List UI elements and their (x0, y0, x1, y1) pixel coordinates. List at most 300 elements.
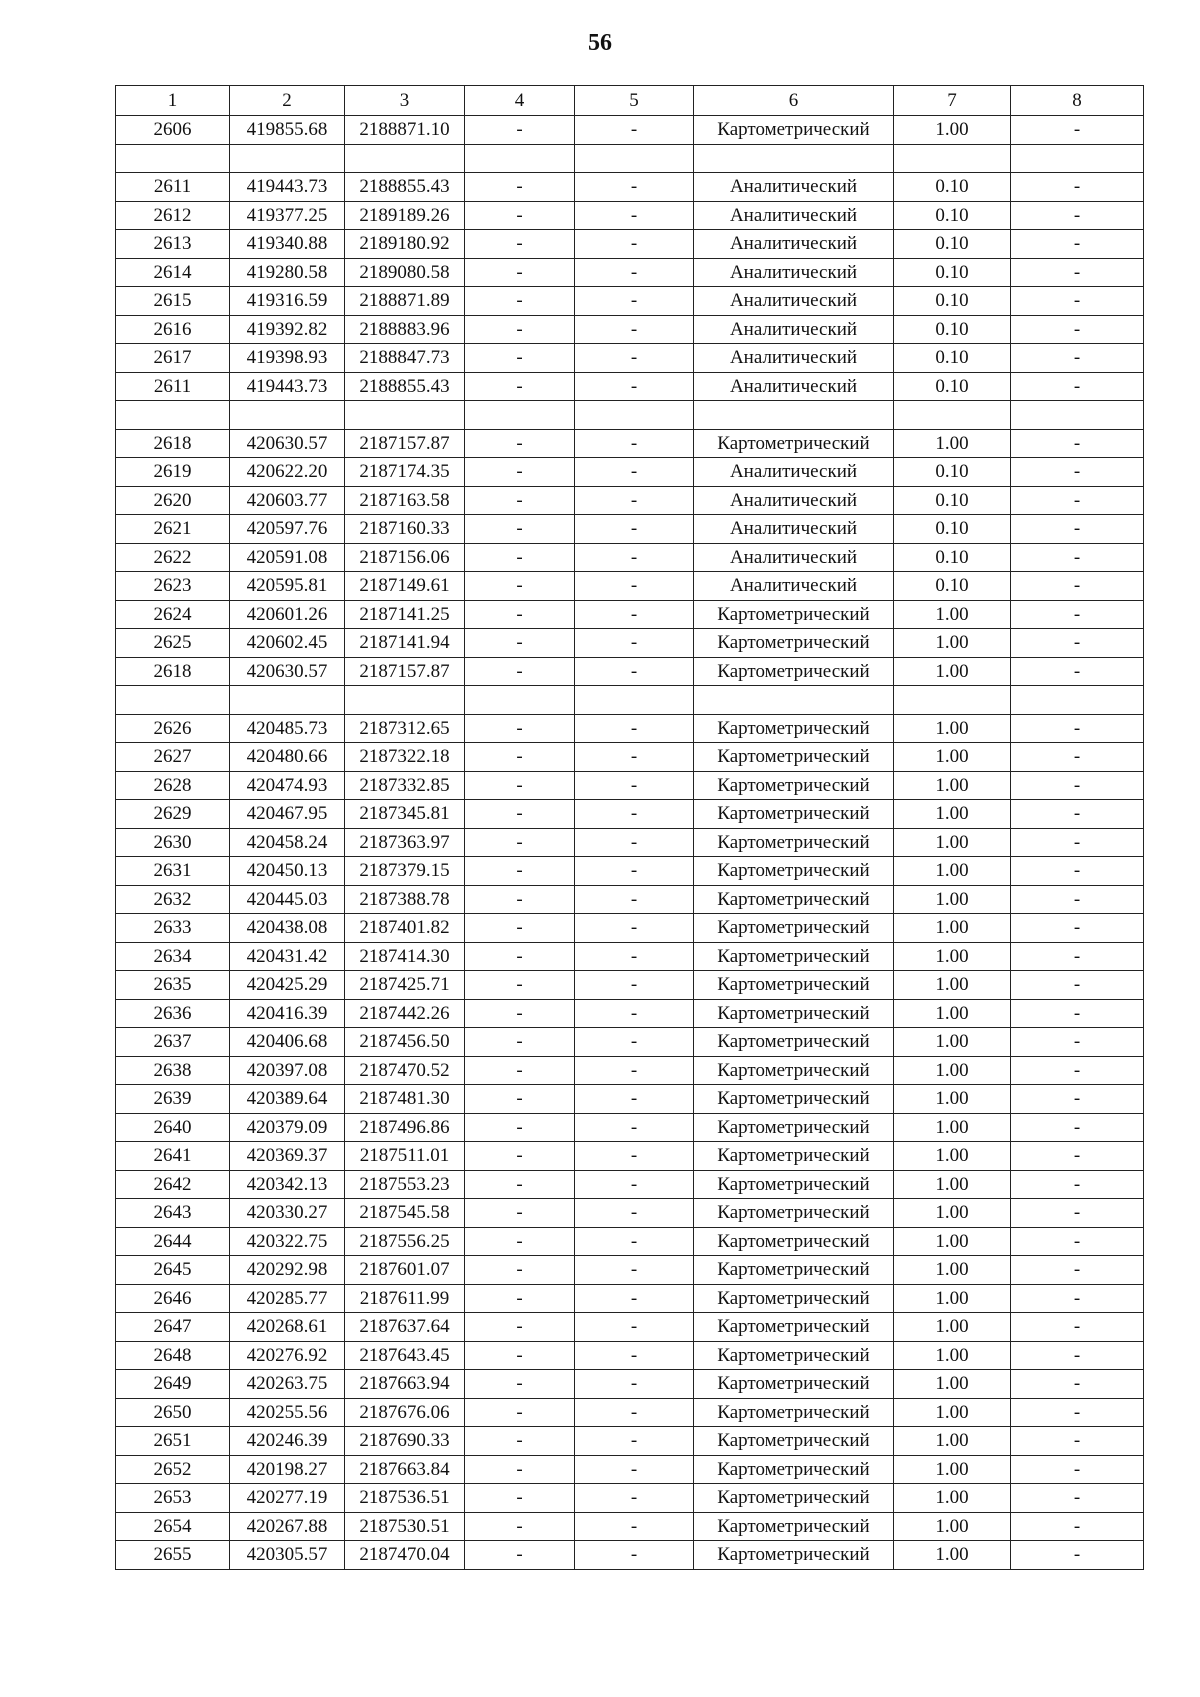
blank-cell (1011, 401, 1144, 430)
table-row (116, 1541, 1144, 1570)
column-5-cell: - (575, 629, 694, 658)
column-4-cell: - (465, 201, 575, 230)
table-row (116, 743, 1144, 772)
column-4-cell: - (465, 800, 575, 829)
x-coordinate-cell: 420467.95 (230, 800, 345, 829)
column-8-cell: - (1011, 372, 1144, 401)
table-row (116, 429, 1144, 458)
y-coordinate-cell: 2188883.96 (345, 315, 465, 344)
x-coordinate-cell: 420603.77 (230, 486, 345, 515)
point-number-cell: 2648 (116, 1341, 230, 1370)
table-row (116, 116, 1144, 145)
point-number-cell: 2649 (116, 1370, 230, 1399)
method-cell: Аналитический (694, 230, 894, 259)
accuracy-cell: 0.10 (894, 315, 1011, 344)
table-row (116, 315, 1144, 344)
column-5-cell: - (575, 486, 694, 515)
y-coordinate-cell: 2187174.35 (345, 458, 465, 487)
y-coordinate-cell: 2187481.30 (345, 1085, 465, 1114)
method-cell: Картометрический (694, 714, 894, 743)
x-coordinate-cell: 420630.57 (230, 657, 345, 686)
method-cell: Аналитический (694, 372, 894, 401)
y-coordinate-cell: 2187556.25 (345, 1227, 465, 1256)
method-cell: Картометрический (694, 1398, 894, 1427)
method-cell: Картометрический (694, 1341, 894, 1370)
method-cell: Картометрический (694, 1512, 894, 1541)
table-row (116, 201, 1144, 230)
x-coordinate-cell: 420591.08 (230, 543, 345, 572)
method-cell: Картометрический (694, 1256, 894, 1285)
accuracy-cell: 1.00 (894, 1170, 1011, 1199)
column-4-cell: - (465, 600, 575, 629)
table-row (116, 1370, 1144, 1399)
y-coordinate-cell: 2189080.58 (345, 258, 465, 287)
point-number-cell: 2655 (116, 1541, 230, 1570)
column-5-cell: - (575, 1227, 694, 1256)
point-number-cell: 2621 (116, 515, 230, 544)
table-row (116, 572, 1144, 601)
column-4-cell: - (465, 1370, 575, 1399)
x-coordinate-cell: 420485.73 (230, 714, 345, 743)
method-cell: Картометрический (694, 971, 894, 1000)
column-header: 3 (345, 86, 465, 116)
blank-cell (575, 401, 694, 430)
accuracy-cell: 1.00 (894, 1113, 1011, 1142)
blank-cell (465, 686, 575, 715)
blank-cell (575, 144, 694, 173)
column-header: 6 (694, 86, 894, 116)
table-row (116, 1484, 1144, 1513)
point-number-cell: 2633 (116, 914, 230, 943)
column-5-cell: - (575, 828, 694, 857)
method-cell: Картометрический (694, 1313, 894, 1342)
point-number-cell: 2615 (116, 287, 230, 316)
x-coordinate-cell: 420369.37 (230, 1142, 345, 1171)
y-coordinate-cell: 2187496.86 (345, 1113, 465, 1142)
column-4-cell: - (465, 1541, 575, 1570)
column-5-cell: - (575, 1113, 694, 1142)
column-5-cell: - (575, 1256, 694, 1285)
method-cell: Картометрический (694, 657, 894, 686)
y-coordinate-cell: 2189189.26 (345, 201, 465, 230)
accuracy-cell: 1.00 (894, 1284, 1011, 1313)
column-4-cell: - (465, 1085, 575, 1114)
column-5-cell: - (575, 1427, 694, 1456)
table-row (116, 173, 1144, 202)
column-4-cell: - (465, 515, 575, 544)
x-coordinate-cell: 420416.39 (230, 999, 345, 1028)
method-cell: Картометрический (694, 600, 894, 629)
blank-cell (116, 144, 230, 173)
column-8-cell: - (1011, 828, 1144, 857)
column-4-cell: - (465, 1512, 575, 1541)
column-header: 1 (116, 86, 230, 116)
accuracy-cell: 0.10 (894, 372, 1011, 401)
table-row (116, 914, 1144, 943)
column-5-cell: - (575, 942, 694, 971)
blank-separator-row (116, 401, 1144, 430)
blank-cell (230, 144, 345, 173)
accuracy-cell: 1.00 (894, 885, 1011, 914)
column-8-cell: - (1011, 315, 1144, 344)
y-coordinate-cell: 2187663.94 (345, 1370, 465, 1399)
table-row (116, 942, 1144, 971)
y-coordinate-cell: 2187611.99 (345, 1284, 465, 1313)
table-row (116, 543, 1144, 572)
point-number-cell: 2630 (116, 828, 230, 857)
column-5-cell: - (575, 1170, 694, 1199)
point-number-cell: 2611 (116, 372, 230, 401)
column-4-cell: - (465, 1341, 575, 1370)
column-header: 7 (894, 86, 1011, 116)
table-row (116, 344, 1144, 373)
point-number-cell: 2640 (116, 1113, 230, 1142)
column-8-cell: - (1011, 1170, 1144, 1199)
column-4-cell: - (465, 1427, 575, 1456)
point-number-cell: 2606 (116, 116, 230, 145)
table-row (116, 1113, 1144, 1142)
column-8-cell: - (1011, 1284, 1144, 1313)
x-coordinate-cell: 419340.88 (230, 230, 345, 259)
y-coordinate-cell: 2187149.61 (345, 572, 465, 601)
column-5-cell: - (575, 1028, 694, 1057)
y-coordinate-cell: 2187157.87 (345, 657, 465, 686)
point-number-cell: 2626 (116, 714, 230, 743)
y-coordinate-cell: 2187470.04 (345, 1541, 465, 1570)
method-cell: Картометрический (694, 828, 894, 857)
x-coordinate-cell: 419398.93 (230, 344, 345, 373)
table-row (116, 657, 1144, 686)
x-coordinate-cell: 420330.27 (230, 1199, 345, 1228)
column-5-cell: - (575, 315, 694, 344)
table-row (116, 1398, 1144, 1427)
x-coordinate-cell: 420595.81 (230, 572, 345, 601)
column-5-cell: - (575, 743, 694, 772)
column-8-cell: - (1011, 515, 1144, 544)
column-8-cell: - (1011, 201, 1144, 230)
y-coordinate-cell: 2187163.58 (345, 486, 465, 515)
method-cell: Аналитический (694, 315, 894, 344)
point-number-cell: 2622 (116, 543, 230, 572)
column-5-cell: - (575, 971, 694, 1000)
y-coordinate-cell: 2187470.52 (345, 1056, 465, 1085)
column-4-cell: - (465, 1170, 575, 1199)
column-5-cell: - (575, 914, 694, 943)
column-5-cell: - (575, 1199, 694, 1228)
point-number-cell: 2641 (116, 1142, 230, 1171)
point-number-cell: 2623 (116, 572, 230, 601)
x-coordinate-cell: 420597.76 (230, 515, 345, 544)
column-8-cell: - (1011, 800, 1144, 829)
column-8-cell: - (1011, 173, 1144, 202)
x-coordinate-cell: 420342.13 (230, 1170, 345, 1199)
accuracy-cell: 1.00 (894, 771, 1011, 800)
y-coordinate-cell: 2188847.73 (345, 344, 465, 373)
method-cell: Картометрический (694, 743, 894, 772)
x-coordinate-cell: 420389.64 (230, 1085, 345, 1114)
point-number-cell: 2638 (116, 1056, 230, 1085)
column-8-cell: - (1011, 743, 1144, 772)
column-8-cell: - (1011, 543, 1144, 572)
table-row (116, 1427, 1144, 1456)
accuracy-cell: 1.00 (894, 1028, 1011, 1057)
accuracy-cell: 1.00 (894, 1199, 1011, 1228)
x-coordinate-cell: 420458.24 (230, 828, 345, 857)
column-8-cell: - (1011, 942, 1144, 971)
column-8-cell: - (1011, 1370, 1144, 1399)
method-cell: Картометрический (694, 771, 894, 800)
column-8-cell: - (1011, 657, 1144, 686)
point-number-cell: 2625 (116, 629, 230, 658)
column-4-cell: - (465, 230, 575, 259)
accuracy-cell: 1.00 (894, 857, 1011, 886)
column-5-cell: - (575, 230, 694, 259)
point-number-cell: 2635 (116, 971, 230, 1000)
y-coordinate-cell: 2187456.50 (345, 1028, 465, 1057)
method-cell: Картометрический (694, 429, 894, 458)
x-coordinate-cell: 420474.93 (230, 771, 345, 800)
method-cell: Аналитический (694, 173, 894, 202)
method-cell: Аналитический (694, 458, 894, 487)
column-5-cell: - (575, 258, 694, 287)
column-4-cell: - (465, 999, 575, 1028)
table-row (116, 1056, 1144, 1085)
column-8-cell: - (1011, 629, 1144, 658)
y-coordinate-cell: 2187663.84 (345, 1455, 465, 1484)
method-cell: Картометрический (694, 942, 894, 971)
point-number-cell: 2636 (116, 999, 230, 1028)
y-coordinate-cell: 2187530.51 (345, 1512, 465, 1541)
accuracy-cell: 0.10 (894, 173, 1011, 202)
x-coordinate-cell: 420450.13 (230, 857, 345, 886)
y-coordinate-cell: 2187312.65 (345, 714, 465, 743)
point-number-cell: 2651 (116, 1427, 230, 1456)
column-4-cell: - (465, 885, 575, 914)
method-cell: Картометрический (694, 800, 894, 829)
blank-cell (894, 144, 1011, 173)
point-number-cell: 2619 (116, 458, 230, 487)
x-coordinate-cell: 420267.88 (230, 1512, 345, 1541)
column-4-cell: - (465, 1199, 575, 1228)
method-cell: Картометрический (694, 1142, 894, 1171)
method-cell: Картометрический (694, 629, 894, 658)
table-row (116, 714, 1144, 743)
method-cell: Картометрический (694, 1170, 894, 1199)
table-row (116, 857, 1144, 886)
accuracy-cell: 1.00 (894, 1227, 1011, 1256)
point-number-cell: 2614 (116, 258, 230, 287)
table-row (116, 971, 1144, 1000)
coordinates-table (115, 85, 1144, 1570)
point-number-cell: 2616 (116, 315, 230, 344)
accuracy-cell: 0.10 (894, 258, 1011, 287)
table-row (116, 828, 1144, 857)
column-4-cell: - (465, 1455, 575, 1484)
table-row (116, 1284, 1144, 1313)
blank-cell (894, 686, 1011, 715)
x-coordinate-cell: 420425.29 (230, 971, 345, 1000)
x-coordinate-cell: 419443.73 (230, 372, 345, 401)
column-8-cell: - (1011, 600, 1144, 629)
method-cell: Картометрический (694, 1427, 894, 1456)
column-4-cell: - (465, 287, 575, 316)
y-coordinate-cell: 2187141.25 (345, 600, 465, 629)
column-4-cell: - (465, 372, 575, 401)
x-coordinate-cell: 419280.58 (230, 258, 345, 287)
blank-cell (575, 686, 694, 715)
accuracy-cell: 0.10 (894, 572, 1011, 601)
accuracy-cell: 1.00 (894, 429, 1011, 458)
y-coordinate-cell: 2187160.33 (345, 515, 465, 544)
point-number-cell: 2653 (116, 1484, 230, 1513)
column-4-cell: - (465, 1142, 575, 1171)
table-row (116, 1341, 1144, 1370)
point-number-cell: 2627 (116, 743, 230, 772)
point-number-cell: 2620 (116, 486, 230, 515)
column-8-cell: - (1011, 1512, 1144, 1541)
column-4-cell: - (465, 429, 575, 458)
accuracy-cell: 0.10 (894, 458, 1011, 487)
column-8-cell: - (1011, 714, 1144, 743)
column-8-cell: - (1011, 344, 1144, 373)
column-4-cell: - (465, 543, 575, 572)
accuracy-cell: 0.10 (894, 344, 1011, 373)
accuracy-cell: 1.00 (894, 1484, 1011, 1513)
point-number-cell: 2634 (116, 942, 230, 971)
x-coordinate-cell: 419855.68 (230, 116, 345, 145)
y-coordinate-cell: 2187545.58 (345, 1199, 465, 1228)
blank-cell (465, 401, 575, 430)
column-8-cell: - (1011, 572, 1144, 601)
column-5-cell: - (575, 572, 694, 601)
column-4-cell: - (465, 942, 575, 971)
column-5-cell: - (575, 1398, 694, 1427)
column-4-cell: - (465, 173, 575, 202)
method-cell: Картометрический (694, 1455, 894, 1484)
y-coordinate-cell: 2188871.89 (345, 287, 465, 316)
table-row (116, 629, 1144, 658)
column-5-cell: - (575, 800, 694, 829)
blank-cell (694, 144, 894, 173)
x-coordinate-cell: 420438.08 (230, 914, 345, 943)
x-coordinate-cell: 420322.75 (230, 1227, 345, 1256)
method-cell: Картометрический (694, 1284, 894, 1313)
table-row (116, 515, 1144, 544)
column-5-cell: - (575, 1370, 694, 1399)
method-cell: Картометрический (694, 914, 894, 943)
column-5-cell: - (575, 201, 694, 230)
column-4-cell: - (465, 116, 575, 145)
point-number-cell: 2611 (116, 173, 230, 202)
column-4-cell: - (465, 828, 575, 857)
point-number-cell: 2647 (116, 1313, 230, 1342)
accuracy-cell: 1.00 (894, 942, 1011, 971)
table-row (116, 1028, 1144, 1057)
column-header: 8 (1011, 86, 1144, 116)
point-number-cell: 2637 (116, 1028, 230, 1057)
column-4-cell: - (465, 771, 575, 800)
blank-cell (230, 686, 345, 715)
point-number-cell: 2618 (116, 657, 230, 686)
x-coordinate-cell: 420255.56 (230, 1398, 345, 1427)
accuracy-cell: 1.00 (894, 1541, 1011, 1570)
method-cell: Картометрический (694, 1028, 894, 1057)
accuracy-cell: 1.00 (894, 714, 1011, 743)
x-coordinate-cell: 419377.25 (230, 201, 345, 230)
y-coordinate-cell: 2187401.82 (345, 914, 465, 943)
table-row (116, 372, 1144, 401)
method-cell: Аналитический (694, 486, 894, 515)
blank-cell (1011, 144, 1144, 173)
column-8-cell: - (1011, 914, 1144, 943)
column-4-cell: - (465, 258, 575, 287)
blank-cell (465, 144, 575, 173)
y-coordinate-cell: 2187676.06 (345, 1398, 465, 1427)
method-cell: Картометрический (694, 1370, 894, 1399)
column-5-cell: - (575, 1455, 694, 1484)
column-5-cell: - (575, 287, 694, 316)
column-4-cell: - (465, 344, 575, 373)
column-8-cell: - (1011, 258, 1144, 287)
column-4-cell: - (465, 1313, 575, 1342)
column-4-cell: - (465, 714, 575, 743)
y-coordinate-cell: 2187388.78 (345, 885, 465, 914)
column-4-cell: - (465, 458, 575, 487)
accuracy-cell: 1.00 (894, 800, 1011, 829)
point-number-cell: 2645 (116, 1256, 230, 1285)
table-header-row (116, 86, 1144, 116)
column-4-cell: - (465, 971, 575, 1000)
blank-cell (1011, 686, 1144, 715)
accuracy-cell: 1.00 (894, 1455, 1011, 1484)
y-coordinate-cell: 2187414.30 (345, 942, 465, 971)
x-coordinate-cell: 420445.03 (230, 885, 345, 914)
table-row (116, 1199, 1144, 1228)
column-5-cell: - (575, 1313, 694, 1342)
column-8-cell: - (1011, 486, 1144, 515)
accuracy-cell: 0.10 (894, 230, 1011, 259)
column-5-cell: - (575, 885, 694, 914)
column-4-cell: - (465, 1284, 575, 1313)
method-cell: Аналитический (694, 543, 894, 572)
accuracy-cell: 1.00 (894, 1427, 1011, 1456)
column-4-cell: - (465, 1056, 575, 1085)
point-number-cell: 2646 (116, 1284, 230, 1313)
x-coordinate-cell: 420431.42 (230, 942, 345, 971)
column-5-cell: - (575, 1512, 694, 1541)
column-8-cell: - (1011, 230, 1144, 259)
column-8-cell: - (1011, 1142, 1144, 1171)
accuracy-cell: 1.00 (894, 1056, 1011, 1085)
y-coordinate-cell: 2187156.06 (345, 543, 465, 572)
method-cell: Картометрический (694, 885, 894, 914)
y-coordinate-cell: 2187601.07 (345, 1256, 465, 1285)
blank-cell (116, 686, 230, 715)
accuracy-cell: 1.00 (894, 1313, 1011, 1342)
table-row (116, 1256, 1144, 1285)
x-coordinate-cell: 420268.61 (230, 1313, 345, 1342)
column-4-cell: - (465, 743, 575, 772)
y-coordinate-cell: 2187363.97 (345, 828, 465, 857)
table-row (116, 458, 1144, 487)
blank-cell (345, 401, 465, 430)
y-coordinate-cell: 2188855.43 (345, 173, 465, 202)
accuracy-cell: 1.00 (894, 1341, 1011, 1370)
method-cell: Картометрический (694, 116, 894, 145)
accuracy-cell: 0.10 (894, 515, 1011, 544)
column-5-cell: - (575, 1056, 694, 1085)
table-row (116, 800, 1144, 829)
